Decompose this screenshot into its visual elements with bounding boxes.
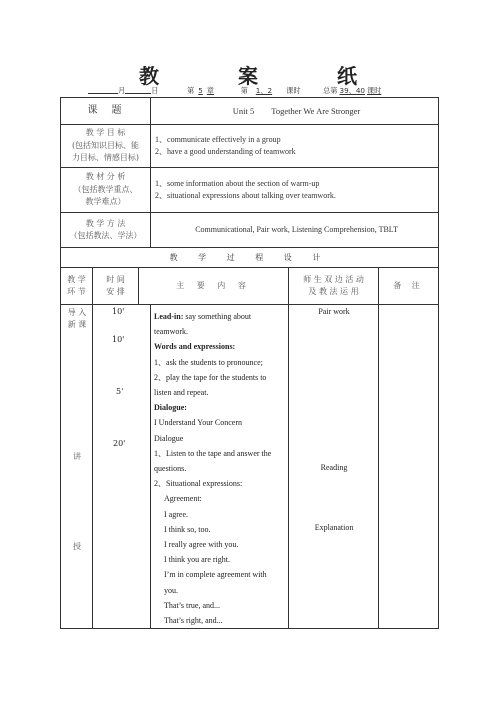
lesson-value: 1、2	[255, 86, 273, 95]
content-line: 1、ask the students to pronounce;	[154, 357, 263, 367]
stage-lead-line: 新 课	[67, 320, 87, 329]
activity-item: Pair work	[318, 307, 350, 316]
stage-lecture-2: 授	[73, 542, 81, 551]
total-suffix: 课时	[366, 86, 382, 95]
process-body-row	[61, 305, 439, 629]
total-prefix: 总第	[323, 86, 338, 95]
header-meta	[88, 86, 381, 96]
lesson-prefix: 第	[240, 86, 248, 95]
goal-item: 2、have a good understanding of teamwork	[155, 147, 296, 156]
content-line: Dialogue	[154, 433, 184, 443]
activity-header-line: 师 生 双 边 活 动	[303, 275, 364, 284]
method-label-line: （包括教法、学法）	[69, 231, 142, 240]
material-label-line: 教学难点）	[85, 197, 126, 207]
stage-lead-line: 导 入	[67, 308, 87, 317]
material-item: 1、some information about the section of warm-up	[155, 179, 320, 188]
chapter-prefix: 第	[187, 86, 195, 95]
stage-lead	[61, 307, 93, 331]
month-label: 月	[118, 86, 126, 95]
goal-label-line: 教 学 目 标	[85, 128, 126, 138]
note-column	[379, 305, 439, 629]
stage-header	[61, 268, 93, 305]
content-line: 2、Situational expressions:	[154, 479, 243, 489]
chapter-value: 5	[198, 86, 203, 95]
method-label-line: 教 学 方 法	[85, 218, 126, 228]
content-line: I agree.	[164, 509, 188, 519]
content-line: Words and expressions:	[154, 342, 236, 352]
day-label: 日	[151, 86, 159, 95]
content-header: 主 要 内 容	[139, 268, 289, 305]
content-line: questions.	[154, 464, 187, 474]
time-value: 10'	[112, 307, 125, 316]
topic-row	[61, 98, 439, 125]
content-line: 1、Listen to the tape and answer the	[154, 448, 272, 458]
content-line: Agreement:	[164, 494, 202, 504]
material-item: 2、situational expressions about talking over teamwork.	[155, 191, 336, 200]
time-value: 20'	[113, 439, 126, 448]
process-heading-row	[61, 248, 439, 268]
lesson-suffix: 课时	[286, 86, 301, 95]
activity-header	[289, 268, 379, 305]
method-row	[61, 213, 439, 248]
material-label-line: 教 材 分 析	[85, 172, 126, 182]
lead-in-label: Lead-in:	[154, 312, 184, 321]
method-value: Communicational, Pair work, Listening Comprehension, TBLT	[151, 213, 439, 248]
chapter-suffix: 章	[206, 86, 214, 95]
content-line: you.	[164, 585, 179, 595]
content-line: That’s right, and...	[164, 616, 223, 626]
page-title: 教 案 纸	[139, 64, 393, 88]
stage-header-line: 教 学	[67, 275, 86, 284]
content-line: I think you are right.	[164, 555, 230, 565]
activity-item: Reading	[320, 463, 348, 472]
material-label	[61, 168, 151, 213]
total-value: 39、40	[339, 86, 365, 95]
stage-lecture-1: 讲	[73, 452, 81, 461]
content-line: I’m in complete agreement with	[164, 570, 267, 580]
goal-row	[61, 125, 439, 168]
content-line: 2、play the tape for the students to	[154, 372, 267, 382]
activity-item: Explanation	[314, 523, 354, 532]
time-value: 10'	[112, 335, 125, 344]
goal-label-line: 力目标、情感目标)	[71, 153, 140, 163]
time-column	[93, 305, 151, 629]
content-line: That’s true, and...	[164, 600, 220, 610]
lesson-plan-table	[60, 97, 439, 629]
time-header	[93, 268, 139, 305]
process-heading: 教 学 过 程 设 计	[61, 248, 439, 268]
goal-label	[61, 125, 151, 168]
content-column	[151, 305, 289, 629]
process-header-row	[61, 268, 439, 305]
topic-label: 课 题	[61, 98, 151, 125]
content-line: listen and repeat.	[154, 388, 209, 398]
content-line: Dialogue:	[154, 403, 187, 413]
time-value: 5'	[116, 387, 124, 396]
method-label	[61, 213, 151, 248]
day-blank	[125, 86, 151, 94]
content-line: I really agree with you.	[164, 540, 239, 550]
goal-item: 1、communicate effectively in a group	[155, 135, 281, 144]
activity-column	[289, 305, 379, 629]
goal-label-line: (包括知识目标、能	[71, 140, 140, 150]
time-header-line: 时 间	[106, 275, 125, 284]
content-line: I Understand Your Concern	[154, 418, 243, 428]
stage-header-line: 环 节	[67, 287, 86, 296]
content-line: I think so, too.	[164, 524, 211, 534]
material-value	[151, 168, 439, 213]
time-header-line: 安 排	[106, 287, 125, 296]
material-label-line: （包括教学重点、	[73, 184, 138, 194]
goal-value	[151, 125, 439, 168]
material-row	[61, 168, 439, 213]
note-header: 备 注	[379, 268, 439, 305]
lead-in-text: say something about	[183, 312, 252, 321]
activity-header-line: 及 教 法 运 用	[308, 287, 359, 296]
stage-column	[61, 305, 93, 629]
month-blank	[88, 86, 118, 94]
topic-value: Unit 5 Together We Are Stronger	[151, 98, 439, 125]
content-line: teamwork.	[154, 327, 189, 337]
content-line	[154, 309, 285, 324]
